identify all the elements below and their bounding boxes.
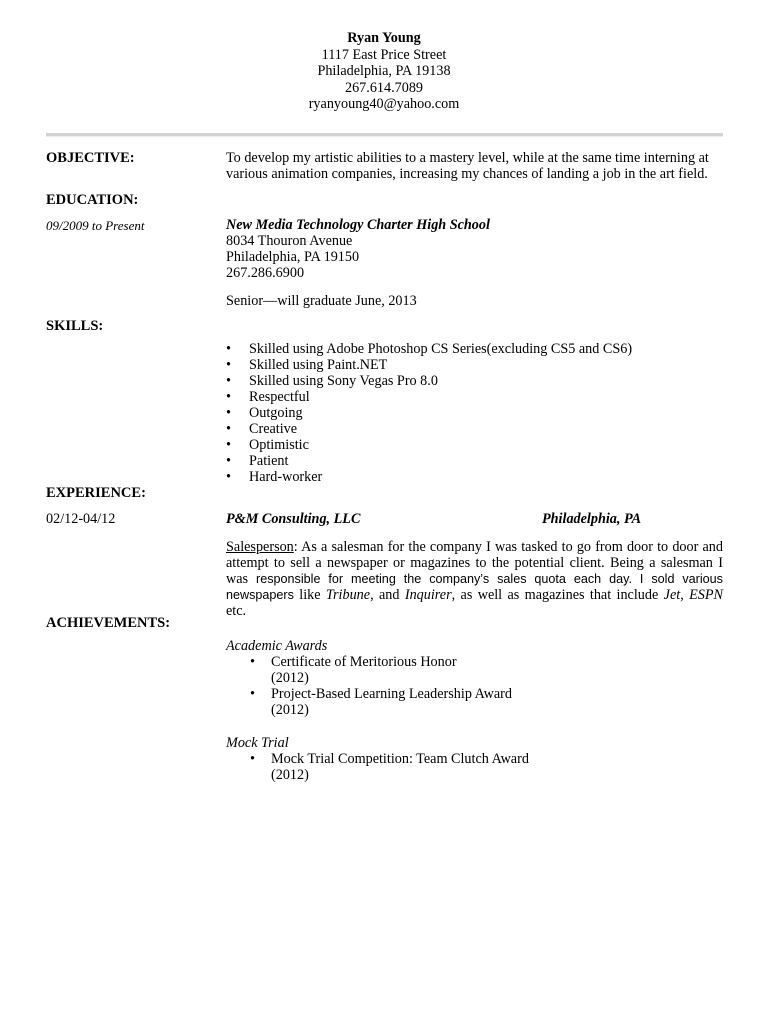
bullet-icon: • xyxy=(226,469,231,485)
experience-heading: EXPERIENCE: xyxy=(46,485,146,501)
bullet-icon: • xyxy=(226,389,231,405)
email-address: ryanyoung40@yahoo.com xyxy=(308,96,460,112)
contact-header xyxy=(0,30,768,113)
school-name: New Media Technology Charter High School xyxy=(226,217,490,233)
list-item: • Outgoing xyxy=(226,405,303,421)
job-title: Salesperson xyxy=(226,539,294,555)
company-location: Philadelphia, PA xyxy=(542,511,642,527)
education-entry xyxy=(226,217,723,281)
objective-text: To develop my artistic abilities to a mastery level, while at the same time interning at various animation companies, increasing my chances of landing a job in the art field. xyxy=(226,150,709,182)
school-address: 8034 Thouron Avenue xyxy=(226,233,353,249)
bullet-icon: • xyxy=(226,453,231,469)
bullet-icon: • xyxy=(226,421,231,437)
award-list xyxy=(226,654,723,718)
bullet-icon: • xyxy=(226,341,231,357)
bullet-icon: • xyxy=(226,357,231,373)
bullet-icon: • xyxy=(226,437,231,453)
skills-list xyxy=(226,341,723,485)
award-group-title: Mock Trial xyxy=(226,735,289,751)
list-item: • Certificate of Meritorious Honor (2012) xyxy=(250,654,457,686)
bullet-icon: • xyxy=(250,751,255,767)
list-item: • Project-Based Learning Leadership Award (2012) xyxy=(250,686,512,718)
header-divider xyxy=(46,133,723,137)
objective-heading: OBJECTIVE: xyxy=(46,150,135,166)
award-list xyxy=(226,751,723,783)
list-item: • Skilled using Adobe Photoshop CS Series(excluding CS5 and CS6) xyxy=(226,341,633,357)
experience-dates: 02/12-04/12 xyxy=(46,511,116,527)
list-item: • Optimistic xyxy=(226,437,309,453)
education-heading: EDUCATION: xyxy=(46,192,139,208)
job-description: Salesperson: As a salesman for the company I was tasked to go from door to door and attempt to sell a newspaper or magazines to the potential client. Being a salesman I was responsible for meeting the company’s sales quota each day. I sold various newspapers like Tribune, and Inquirer, as well as magazines that include Jet, ESPN etc. xyxy=(226,539,723,619)
list-item: • Mock Trial Competition: Team Clutch Award (2012) xyxy=(250,751,529,783)
award-group-mock-trial xyxy=(226,735,723,783)
bullet-icon: • xyxy=(226,405,231,421)
city-state-zip: Philadelphia, PA 19138 xyxy=(317,63,451,79)
achievements-heading: ACHIEVEMENTS: xyxy=(46,615,171,631)
list-item: • Hard-worker xyxy=(226,469,323,485)
award-group-title: Academic Awards xyxy=(226,638,328,654)
education-dates: 09/2009 to Present xyxy=(46,218,145,233)
graduation-status: Senior—will graduate June, 2013 xyxy=(226,293,417,309)
phone-number: 267.614.7089 xyxy=(344,79,424,96)
company-name: P&M Consulting, LLC xyxy=(226,511,361,527)
list-item: • Respectful xyxy=(226,389,310,405)
skills-heading: SKILLS: xyxy=(46,318,104,334)
bullet-icon: • xyxy=(250,654,255,670)
street-address: 1117 East Price Street xyxy=(321,46,447,63)
bullet-icon: • xyxy=(250,686,255,702)
list-item: • Skilled using Sony Vegas Pro 8.0 xyxy=(226,373,438,389)
list-item: • Skilled using Paint.NET xyxy=(226,357,388,373)
list-item: • Patient xyxy=(226,453,289,469)
award-group-academic xyxy=(226,638,723,718)
school-phone: 267.286.6900 xyxy=(226,265,305,281)
bullet-icon: • xyxy=(226,373,231,389)
list-item: • Creative xyxy=(226,421,298,437)
school-city: Philadelphia, PA 19150 xyxy=(226,249,360,265)
applicant-name: Ryan Young xyxy=(347,30,421,46)
